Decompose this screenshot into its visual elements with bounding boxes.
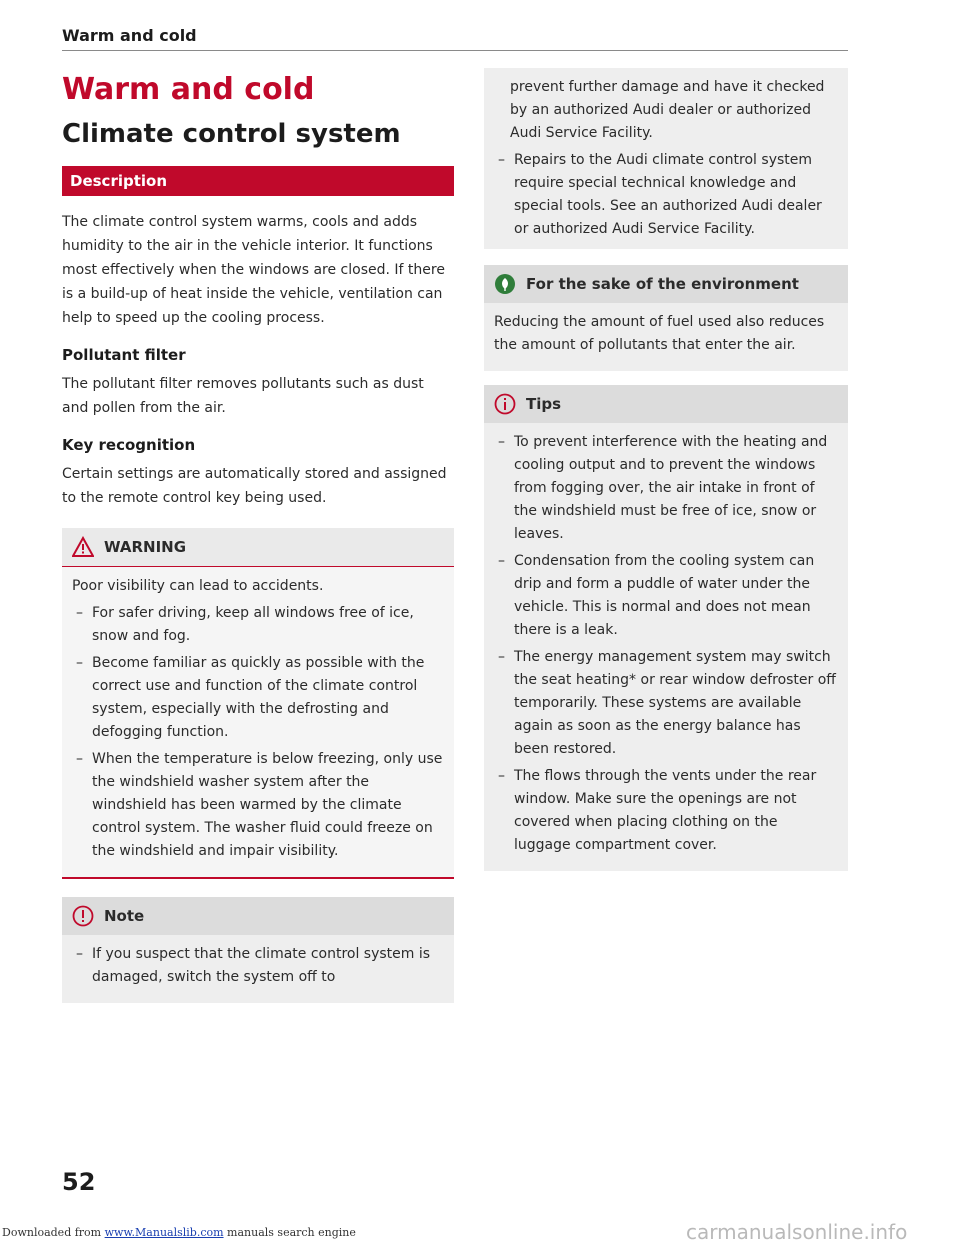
- list-item: – To prevent interference with the heating and cooling output and to prevent the windows from fogging over, the air intake in front of the windshield must be free of ice, snow or leaves.: [494, 431, 838, 546]
- environment-body: [484, 303, 848, 371]
- note-continued-box: [484, 68, 848, 249]
- list-item: – When the temperature is below freezing, only use the windshield washer system after the windshield has been warmed by the climate control system. The washer fluid could freeze on the windshield and impair visibility.: [72, 748, 444, 863]
- warning-box: [62, 528, 454, 879]
- note-box: [62, 897, 454, 1003]
- list-item: – Condensation from the cooling system can drip and form a puddle of water under the vehicle. This is normal and does not mean there is a leak.: [494, 550, 838, 642]
- warning-list: [72, 602, 444, 863]
- note-list: [72, 943, 444, 989]
- list-item: – Repairs to the Audi climate control system require special technical knowledge and special tools. See an authorized Audi dealer or authorized Audi Service Facility.: [494, 149, 838, 241]
- key-heading: Key recognition: [62, 436, 196, 454]
- intro-paragraph: The climate control system warms, cools and adds humidity to the air in the vehicle interior. It functions most effectively when the windows are closed. If there is a build-up of heat inside the vehicle, ventilation can help to speed up the cooling process.: [62, 214, 445, 326]
- warning-intro: Poor visibility can lead to accidents.: [72, 578, 324, 594]
- list-item: – If you suspect that the climate control system is damaged, switch the system off to: [72, 943, 444, 989]
- manualslib-link[interactable]: www.Manualslib.com: [104, 1226, 224, 1239]
- list-item: – Become familiar as quickly as possible with the correct use and function of the climate control system, especially with the defrosting and defogging function.: [72, 652, 444, 744]
- left-column: [62, 68, 454, 1017]
- list-item: – The energy management system may switch the seat heating* or rear window defroster off temporarily. These systems are available again as soon as the energy balance has been restored.: [494, 646, 838, 761]
- section-title: Climate control system: [62, 119, 401, 149]
- warning-triangle-icon: [72, 536, 94, 558]
- page-number: 52: [62, 1168, 96, 1196]
- note-header: [62, 897, 454, 935]
- tips-list: [494, 431, 838, 857]
- note-body: [62, 935, 454, 1003]
- chapter-title: Warm and cold: [62, 72, 315, 107]
- list-item: – The flows through the vents under the rear window. Make sure the openings are not covered when placing clothing on the luggage compartment cover.: [494, 765, 838, 857]
- note-continued-list: [494, 149, 838, 241]
- environment-box: [484, 265, 848, 371]
- running-header: Warm and cold: [62, 26, 197, 45]
- key-paragraph: Certain settings are automatically stored and assigned to the remote control key being used.: [62, 466, 447, 506]
- environment-leaf-icon: [494, 273, 516, 295]
- tips-body: [484, 423, 848, 871]
- description-bar: Description: [62, 166, 454, 196]
- warning-header: [62, 528, 454, 567]
- environment-text: Reducing the amount of fuel used also reduces the amount of pollutants that enter the air.: [494, 314, 825, 353]
- download-prefix: Downloaded from: [2, 1226, 105, 1239]
- tips-header: [484, 385, 848, 423]
- info-icon: [494, 393, 516, 415]
- note-label: Note: [104, 907, 145, 925]
- note-exclamation-icon: [72, 905, 94, 927]
- pollutant-paragraph: The pollutant filter removes pollutants such as dust and pollen from the air.: [62, 376, 424, 416]
- watermark-text: carmanualsonline.info: [686, 1220, 908, 1244]
- header-rule: [62, 50, 848, 51]
- warning-label: WARNING: [104, 538, 187, 556]
- download-footer: [2, 1226, 356, 1239]
- environment-header: [484, 265, 848, 303]
- tips-box: [484, 385, 848, 871]
- pollutant-heading: Pollutant filter: [62, 346, 186, 364]
- tips-label: Tips: [526, 395, 562, 413]
- right-column: [484, 68, 848, 885]
- download-suffix: manuals search engine: [223, 1226, 356, 1239]
- list-item: – For safer driving, keep all windows free of ice, snow and fog.: [72, 602, 444, 648]
- environment-label: For the sake of the environment: [526, 275, 799, 293]
- note-continued-text: prevent further damage and have it checked by an authorized Audi dealer or authorized Audi Service Facility.: [510, 79, 825, 141]
- warning-body: [62, 567, 454, 877]
